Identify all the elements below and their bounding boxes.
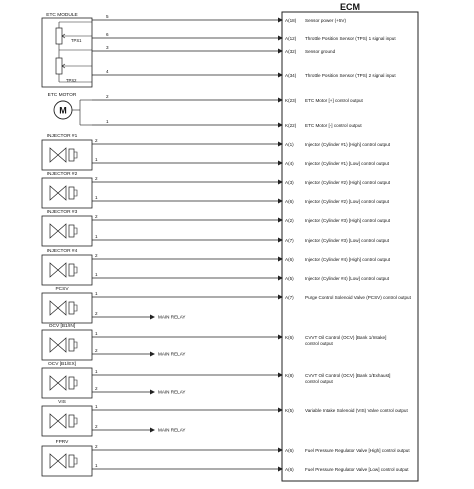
ecm-pin-label: K(5) [285, 408, 294, 413]
valve-symbol [58, 454, 66, 468]
ecm-signal-label: Injector (Cylinder #2) [High] control output [305, 180, 391, 185]
ecm-pin-label: A(34) [285, 73, 297, 78]
valve-symbol [50, 263, 58, 277]
ecm-pin-label: K(6) [285, 335, 294, 340]
coil-symbol [74, 380, 77, 386]
component-label: INJECTOR #1 [46, 134, 78, 139]
coil-symbol [69, 339, 74, 351]
relay-arrow [150, 428, 155, 433]
coil-symbol [74, 190, 77, 196]
pin-number: 1 [95, 331, 98, 336]
valve-symbol [50, 186, 58, 200]
ecm-pin-label: A(32) [285, 49, 297, 54]
coil-symbol [69, 225, 74, 237]
coil-symbol [74, 228, 77, 234]
ecm-signal-label: CVVT Oil Control (OCV) [Bank 1/Intake] [305, 335, 387, 340]
component-box [42, 446, 92, 476]
etc-module-box [42, 18, 92, 87]
ecm-pin-label: A(6) [285, 257, 294, 262]
ecm-signal-label: Injector (Cylinder #1) [Low] control output [305, 161, 390, 166]
relay-label: MAIN RELAY [158, 427, 186, 433]
ecm-signal-label: Injector (Cylinder #3) [High] control output [305, 218, 391, 223]
pin-number: 1 [95, 272, 98, 277]
tps2-wiper [62, 64, 68, 68]
valve-symbol [50, 414, 58, 428]
valve-symbol [58, 263, 66, 277]
tps1-wiper [62, 34, 68, 38]
component-label: OCV [B1/IN] [48, 324, 76, 329]
ecm-signal-label: Injector (Cylinder #2) [Low] control output [305, 199, 390, 204]
coil-symbol [69, 187, 74, 199]
coil-symbol [74, 305, 77, 311]
coil-symbol [69, 415, 74, 427]
ecm-pin-label: A(18) [285, 18, 297, 23]
pin-number: 2 [95, 348, 98, 353]
ecm-signal-label: Throttle Position Sensor (TPS) 1 signal input [305, 36, 396, 41]
pin-number: 4 [106, 69, 109, 74]
ecm-pin-label: A(12) [285, 36, 297, 41]
component-box [42, 368, 92, 398]
component-box [42, 140, 92, 170]
ecm-pin-label: A(1) [285, 142, 294, 147]
pin-number: 2 [95, 253, 98, 258]
tps-label: TPS1 [71, 38, 82, 43]
ecm-signal-label: Injector (Cylinder #1) [High] control output [305, 142, 391, 147]
valve-symbol [50, 454, 58, 468]
coil-symbol [69, 264, 74, 276]
pin-number: 1 [95, 195, 98, 200]
tps2-resistor [56, 58, 62, 74]
component-label: VIS [58, 400, 66, 405]
motor-symbol: M [59, 105, 67, 116]
ecm-signal-label: Variable Intake Solenoid (VIS) Valve control output [305, 408, 408, 413]
pin-number: 1 [95, 369, 98, 374]
valve-symbol [58, 414, 66, 428]
relay-label: MAIN RELAY [158, 389, 186, 395]
ecm-pin-label: A(4) [285, 161, 294, 166]
ecm-pin-label: A(6) [285, 448, 294, 453]
component-box [42, 216, 92, 246]
valve-symbol [58, 224, 66, 238]
coil-symbol [74, 342, 77, 348]
valve-symbol [50, 338, 58, 352]
pin-number: 2 [95, 444, 98, 449]
valve-symbol [58, 301, 66, 315]
component-label: INJECTOR #2 [46, 172, 78, 177]
coil-symbol [69, 455, 74, 467]
valve-symbol [58, 338, 66, 352]
component-label: INJECTOR #3 [46, 210, 78, 215]
pin-number: 2 [95, 138, 98, 143]
pin-number: 2 [95, 311, 98, 316]
ecm-pin-label: K(8) [285, 373, 294, 378]
component-box [42, 178, 92, 208]
ecm-signal-label: control output [305, 379, 333, 384]
pin-number: 2 [95, 176, 98, 181]
pin-number: 1 [95, 404, 98, 409]
component-label: OCV [B1/EX] [48, 362, 76, 367]
coil-symbol [74, 152, 77, 158]
valve-symbol [58, 148, 66, 162]
pin-number: 3 [106, 45, 109, 50]
valve-symbol [50, 376, 58, 390]
ecm-title: ECM [340, 2, 360, 12]
component-box [42, 255, 92, 285]
pin-number: 1 [95, 463, 98, 468]
component-label: ETC MOTOR [47, 93, 77, 98]
ecm-signal-label: Fuel Pressure Regulator Valve [High] control output [305, 448, 410, 453]
tps1-resistor [56, 28, 62, 44]
ecm-signal-label: Purge Control Solenoid Valve (PCSV) control output [305, 295, 411, 300]
relay-arrow [150, 390, 155, 395]
ecm-pin-label: A(2) [285, 218, 294, 223]
coil-symbol [69, 302, 74, 314]
ecm-signal-label: control output [305, 341, 333, 346]
component-label: ETC MODULE [46, 13, 78, 18]
pin-number: 1 [95, 157, 98, 162]
pin-number: 2 [95, 386, 98, 391]
ecm-signal-label: Sensor power (+5V) [305, 18, 346, 23]
valve-symbol [58, 186, 66, 200]
ecm-signal-label: Injector (Cylinder #3) [Low] control output [305, 238, 390, 243]
component-box [42, 293, 92, 323]
ecm-pin-label: K(23) [285, 98, 297, 103]
ecm-pin-label: A(6) [285, 467, 294, 472]
pin-number: 6 [106, 32, 109, 37]
ecm-signal-label: Throttle Position Sensor (TPS) 2 signal input [305, 73, 396, 78]
relay-label: MAIN RELAY [158, 351, 186, 357]
component-box [42, 330, 92, 360]
valve-symbol [50, 224, 58, 238]
ecm-pin-label: A(7) [285, 295, 294, 300]
coil-symbol [74, 267, 77, 273]
ecm-signal-label: Sensor ground [305, 49, 336, 54]
component-label: INJECTOR #4 [46, 249, 78, 254]
ecm-signal-label: CVVT Oil Control (OCV) [Bank 1/Exhaust] [305, 373, 391, 378]
pin-number: 2 [95, 214, 98, 219]
ecm-pin-label: A(3) [285, 180, 294, 185]
coil-symbol [74, 418, 77, 424]
pin-number: 1 [106, 119, 109, 124]
component-label: FPRV [55, 440, 69, 445]
relay-label: MAIN RELAY [158, 314, 186, 320]
component-label: PCSV [55, 287, 69, 292]
pin-number: 2 [95, 424, 98, 429]
pin-number: 1 [95, 234, 98, 239]
relay-arrow [150, 352, 155, 357]
component-box [42, 406, 92, 436]
ecm-pin-label: A(5) [285, 276, 294, 281]
valve-symbol [50, 301, 58, 315]
ecm-pin-label: A(6) [285, 199, 294, 204]
ecm-signal-label: Fuel Pressure Regulator Valve [Low] control output [305, 467, 409, 472]
ecm-pin-label: K(22) [285, 123, 297, 128]
coil-symbol [69, 377, 74, 389]
ecm-pin-label: A(7) [285, 238, 294, 243]
pin-number: 1 [95, 291, 98, 296]
relay-arrow [150, 315, 155, 320]
coil-symbol [69, 149, 74, 161]
ecm-signal-label: ETC Motor [-] control output [305, 123, 362, 128]
pin-number: 5 [106, 14, 109, 19]
tps-label: TPS2 [66, 78, 77, 83]
ecm-signal-label: ETC Motor [+] control output [305, 98, 363, 103]
valve-symbol [58, 376, 66, 390]
pin-number: 2 [106, 94, 109, 99]
valve-symbol [50, 148, 58, 162]
ecm-signal-label: Injector (Cylinder #4) [Low] control output [305, 276, 390, 281]
coil-symbol [74, 458, 77, 464]
ecm-signal-label: Injector (Cylinder #4) [High] control output [305, 257, 391, 262]
